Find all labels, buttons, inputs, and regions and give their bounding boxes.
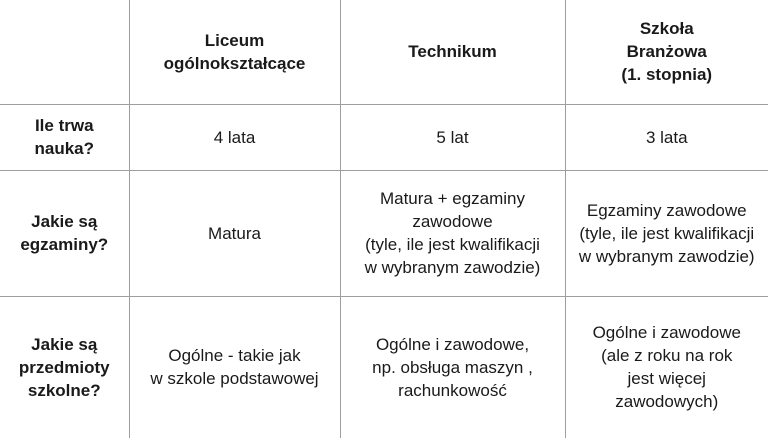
column-header-liceum: Liceum ogólnokształcące bbox=[129, 0, 340, 104]
header-row bbox=[0, 0, 768, 104]
table-cell: 3 lata bbox=[565, 104, 768, 170]
row-header-exams: Jakie są egzaminy? bbox=[0, 170, 129, 296]
corner-cell bbox=[0, 0, 129, 104]
column-header-szkola-branzowa: Szkoła Branżowa (1. stopnia) bbox=[565, 0, 768, 104]
table-cell: 5 lat bbox=[340, 104, 565, 170]
table-cell: 4 lata bbox=[129, 104, 340, 170]
row-header-duration: Ile trwa nauka? bbox=[0, 104, 129, 170]
table-row-duration bbox=[0, 104, 768, 170]
table-cell: Ogólne i zawodowe (ale z roku na rok jest więcej zawodowych) bbox=[565, 296, 768, 438]
table-row-exams bbox=[0, 170, 768, 296]
table-cell: Matura + egzaminy zawodowe (tyle, ile jest kwalifikacji w wybranym zawodzie) bbox=[340, 170, 565, 296]
table-cell: Ogólne - takie jak w szkole podstawowej bbox=[129, 296, 340, 438]
row-header-subjects: Jakie są przedmioty szkolne? bbox=[0, 296, 129, 438]
table-cell: Egzaminy zawodowe (tyle, ile jest kwalifikacji w wybranym zawodzie) bbox=[565, 170, 768, 296]
table-cell: Matura bbox=[129, 170, 340, 296]
table-cell: Ogólne i zawodowe, np. obsługa maszyn , rachunkowość bbox=[340, 296, 565, 438]
table-row-subjects bbox=[0, 296, 768, 438]
column-header-technikum: Technikum bbox=[340, 0, 565, 104]
